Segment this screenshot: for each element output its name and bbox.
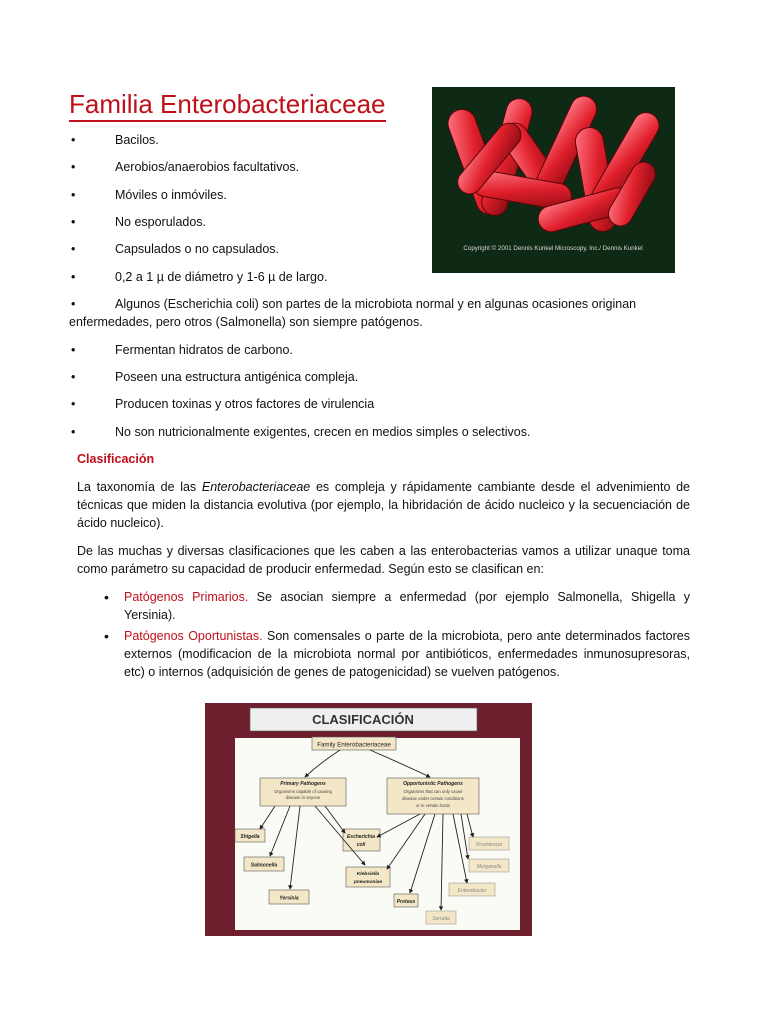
list-item: • Poseen una estructura antigénica compleja. (71, 370, 359, 384)
list-item: • 0,2 a 1 µ de diámetro y 1-6 µ de largo. (71, 270, 328, 284)
svg-text:or in certain hosts: or in certain hosts (416, 803, 450, 808)
list-item: • Bacilos. (71, 133, 159, 147)
node-escherichia-coli: Escherichia (346, 834, 376, 840)
diagram-title: CLASIFICACIÓN (312, 712, 414, 727)
pathogen-list (104, 588, 690, 684)
node-klebsiella: Klebsiella (356, 872, 380, 877)
pathogen-term: Patógenos Primarios. (124, 590, 249, 604)
primary-node: Primary Pathogens (280, 781, 326, 787)
list-item: • Patógenos Oportunistas. Son comensales o parte de la microbiota, pero ante determinados factores externos (modificacion de la microbiota normal por antibióticos, enfermedades inmunosupresoras, etc) o internos (adquisición de genes de patogenicidad) se vuelven patógenos. (104, 628, 690, 679)
list-item: • No esporulados. (71, 215, 207, 229)
classification-paragraph: De las muchas y diversas clasificaciones que les caben a las enterobacterias vamos a utilizar unaque toma como parámetro su capacidad de producir enfermedad. Según esto se clasifican en: (77, 544, 690, 576)
node-serratia: Serratia (432, 916, 450, 922)
list-item: • Producen toxinas y otros factores de virulencia (71, 397, 375, 411)
svg-text:disease under certain conditio: disease under certain conditions (402, 796, 464, 801)
svg-text:Organisms capable of causing: Organisms capable of causing (274, 789, 332, 794)
document-title: Familia Enterobacteriaceae (69, 88, 386, 122)
node-yersinia: Yersinia (279, 895, 299, 902)
opportunistic-node: Opportunistic Pathogens (403, 781, 463, 787)
list-item: • Fermentan hidratos de carbono. (71, 343, 293, 357)
list-item: • Móviles o inmóviles. (71, 188, 227, 202)
classification-diagram (205, 703, 532, 936)
node-salmonella: Salmonella (250, 862, 278, 869)
section-heading: Clasificación (77, 452, 155, 466)
root-node: Family Enterobacteriaceae (317, 741, 391, 749)
list-item: • No son nutricionalmente exigentes, crecen en medios simples o selectivos. (71, 425, 531, 439)
pathogen-term: Patógenos Oportunistas. (124, 629, 263, 643)
node-enterobacter: Enterobacter (457, 888, 487, 894)
list-item: • Patógenos Primarios. Se asocian siempre a enfermedad (por ejemplo Salmonella, Shigella y Yersinia). (104, 589, 690, 622)
node-morganella: Morganella (476, 864, 502, 870)
node-providencia: Providencia (475, 842, 503, 848)
svg-text:Organisms that can only cause: Organisms that can only cause (403, 789, 463, 794)
list-item: • Aerobios/anaerobios facultativos. (71, 160, 300, 174)
svg-text:disease in anyone: disease in anyone (285, 795, 321, 800)
node-shigella: Shigella (240, 834, 260, 840)
node-proteus: Proteus (396, 899, 416, 905)
italic-term: Enterobacteriaceae (201, 480, 311, 494)
photo-caption: Copyright © 2001 Dennis Kunkel Microscopy, Inc./ Dennis Kunkel (463, 245, 643, 252)
taxonomy-paragraph: La taxonomía de las Enterobacteriaceae es compleja y rápidamente cambiante desde el advenimiento de técnicas que miden la distancia evolutiva (por ejemplo, la hibridación de ácido nucleico y la secuenciación de ácido nucleico). (77, 480, 691, 530)
list-item: • Capsulados o no capsulados. (71, 242, 280, 256)
diagram-svg (205, 703, 532, 936)
svg-text:coli: coli (356, 842, 366, 848)
list-item: • Algunos (Escherichia coli) son partes de la microbiota normal y en algunas ocasiones originan enfermedades, pero otros (Salmonella) son siempre patógenos. (69, 297, 637, 329)
svg-text:pneumoniae: pneumoniae (353, 880, 383, 885)
